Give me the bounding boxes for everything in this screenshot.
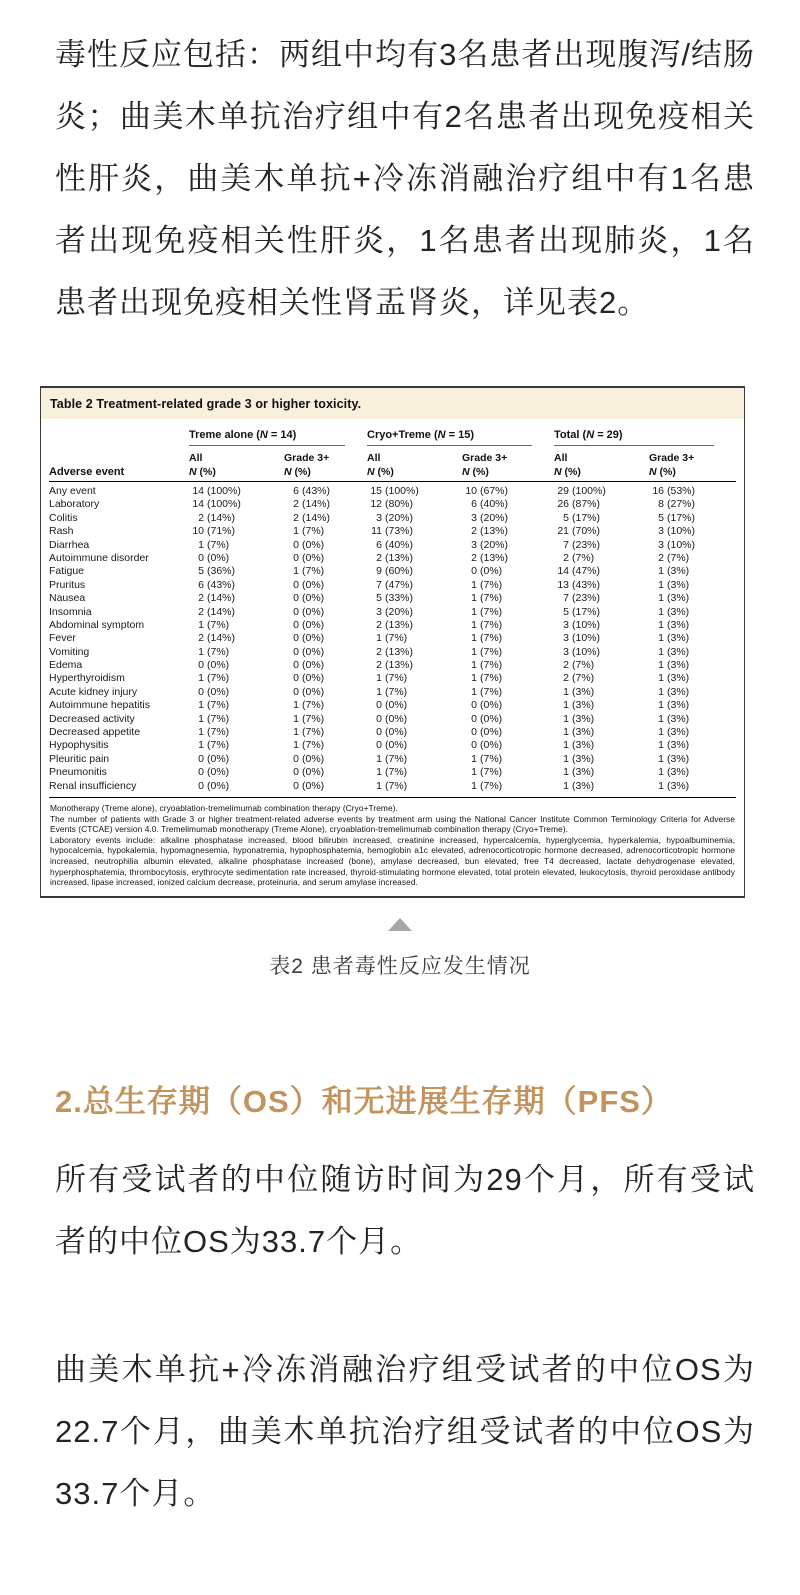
value-cell: 1 (3%) (563, 739, 595, 752)
table-row (49, 713, 736, 726)
value-cell: 1 (7%) (471, 645, 503, 658)
value-cell: 0 (0%) (293, 766, 325, 779)
value-cell: 2 (14%) (293, 511, 331, 524)
footnote-text: Laboratory events include: alkaline phosphatase increased, blood bilirubin increased, creatinine increased, hypercalcemia, hyperglycemia, hyperkalemia, hypoalbuminemia, hypocalcemia, hypokalemia, hypomagnesemia, hyponatremia, hypophosphatemia, hemoglobin a1c elevated, adrenocorticotropic hormone decreased, adrenocorticotropic hormone increased, neutrophilia albumin elevated, alkaline phosphatase increased (bone), amylase decreased, bun elevated, free T4 decreased, lactate dehydrogenase elevated, hyperphosphatemia, thrombocytosis, erythrocyte sedimentation rate increased, thyroid-stimulating hormone elevated, total protein elevated, leukocytosis, thyroid peroxidase antibody increased, lipase increased, ionized calcium decrease, proteinuria, and serum amylase increased. (50, 834, 735, 888)
row-label: Pneumonitis (49, 766, 107, 779)
value-cell: 1 (3%) (658, 659, 690, 672)
value-cell: 26 (87%) (557, 498, 601, 511)
value-cell: 0 (0%) (471, 726, 503, 739)
value-cell: 1 (3%) (658, 739, 690, 752)
stat-label-cell: N (%) (554, 466, 581, 478)
value-cell: 0 (0%) (376, 712, 408, 725)
value-cell: 1 (3%) (563, 779, 595, 792)
table-title-bar (41, 388, 744, 419)
value-cell: 3 (10%) (563, 645, 601, 658)
value-cell: 3 (20%) (471, 511, 509, 524)
value-cell: 1 (7%) (198, 672, 230, 685)
value-cell: 1 (7%) (198, 739, 230, 752)
row-label: Insomnia (49, 605, 92, 618)
row-label: Hyperthyroidism (49, 672, 125, 685)
row-label: Colitis (49, 511, 78, 524)
value-cell: 1 (7%) (198, 618, 230, 631)
row-label: Edema (49, 659, 83, 672)
value-cell: 5 (33%) (376, 592, 414, 605)
table-content (41, 419, 744, 896)
value-cell: 1 (3%) (658, 592, 690, 605)
value-cell: 1 (7%) (293, 565, 325, 578)
value-cell: 1 (3%) (658, 712, 690, 725)
value-cell: 2 (14%) (198, 511, 236, 524)
value-cell: 0 (0%) (293, 551, 325, 564)
os-followup-paragraph: 所有受试者的中位随访时间为29个月，所有受试者的中位OS为33.7个月。 (55, 1161, 755, 1259)
row-label: Fever (49, 632, 76, 645)
value-cell: 0 (0%) (471, 739, 503, 752)
value-cell: 2 (14%) (198, 592, 236, 605)
value-cell: 2 (13%) (376, 645, 414, 658)
row-label: Rash (49, 525, 74, 538)
value-cell: 0 (0%) (293, 685, 325, 698)
table-row (49, 498, 736, 511)
value-cell: 1 (7%) (198, 712, 230, 725)
value-cell: 1 (3%) (658, 618, 690, 631)
value-cell: 2 (13%) (471, 525, 509, 538)
row-label: Laboratory (49, 498, 100, 511)
row-label: Decreased activity (49, 712, 135, 725)
value-cell: 1 (7%) (471, 752, 503, 765)
value-cell: 5 (17%) (658, 511, 696, 524)
value-cell: 1 (7%) (376, 779, 408, 792)
table-row (49, 592, 736, 605)
value-cell: 6 (43%) (293, 485, 331, 497)
value-cell: 1 (7%) (471, 632, 503, 645)
adverse-event-header: Adverse event (49, 466, 125, 478)
value-cell: 15 (100%) (370, 485, 419, 497)
value-cell: 1 (7%) (471, 672, 503, 685)
column-group-cryo-treme: Cryo+Treme (N = 15) (367, 429, 532, 446)
subheader-all: All (189, 452, 203, 464)
value-cell: 1 (7%) (293, 712, 325, 725)
value-cell: 2 (13%) (376, 551, 414, 564)
value-cell: 3 (10%) (563, 632, 601, 645)
value-cell: 1 (3%) (658, 565, 690, 578)
value-cell: 0 (0%) (471, 565, 503, 578)
value-cell: 0 (0%) (471, 712, 503, 725)
table-row (49, 766, 736, 779)
value-cell: 1 (3%) (658, 779, 690, 792)
value-cell: 2 (14%) (293, 498, 331, 511)
table-title: Table 2 Treatment-related grade 3 or higher toxicity. (50, 397, 362, 411)
value-cell: 16 (53%) (652, 485, 696, 497)
triangle-up-icon[interactable] (388, 918, 412, 931)
value-cell: 0 (0%) (293, 659, 325, 672)
stat-label-cell: N (%) (649, 466, 676, 478)
value-cell: 1 (7%) (471, 605, 503, 618)
value-cell: 14 (100%) (192, 485, 241, 497)
subheader-all: All (367, 452, 381, 464)
value-cell: 2 (13%) (471, 551, 509, 564)
value-cell: 13 (43%) (557, 578, 601, 591)
value-cell: 1 (7%) (293, 699, 325, 712)
column-group-total: Total (N = 29) (554, 429, 714, 446)
value-cell: 1 (3%) (563, 726, 595, 739)
value-cell: 0 (0%) (293, 752, 325, 765)
value-cell: 1 (3%) (658, 605, 690, 618)
row-label: Renal insufficiency (49, 779, 137, 792)
value-cell: 1 (3%) (658, 685, 690, 698)
value-cell: 1 (7%) (293, 739, 325, 752)
value-cell: 7 (47%) (376, 578, 414, 591)
value-cell: 1 (3%) (563, 766, 595, 779)
row-label: Diarrhea (49, 538, 90, 551)
value-cell: 1 (3%) (658, 699, 690, 712)
value-cell: 3 (10%) (658, 525, 696, 538)
value-cell: 0 (0%) (198, 752, 230, 765)
value-cell: 0 (0%) (293, 592, 325, 605)
value-cell: 1 (7%) (198, 726, 230, 739)
table-row (49, 606, 736, 619)
table-row (49, 686, 736, 699)
value-cell: 0 (0%) (198, 685, 230, 698)
row-label: Autoimmune disorder (49, 551, 149, 564)
table-row (49, 565, 736, 578)
value-cell: 0 (0%) (293, 605, 325, 618)
subheader-grade3: Grade 3+ (649, 452, 695, 464)
value-cell: 0 (0%) (198, 659, 230, 672)
table-row (49, 579, 736, 592)
subheader-grade3: Grade 3+ (462, 452, 508, 464)
table-header (49, 429, 736, 482)
value-cell: 1 (3%) (658, 672, 690, 685)
subheader-grade3: Grade 3+ (284, 452, 330, 464)
value-cell: 6 (40%) (471, 498, 509, 511)
value-cell: 1 (7%) (471, 578, 503, 591)
row-label: Abdominal symptom (49, 618, 145, 631)
value-cell: 0 (0%) (198, 766, 230, 779)
value-cell: 0 (0%) (293, 645, 325, 658)
value-cell: 7 (23%) (563, 592, 601, 605)
row-label: Any event (49, 485, 96, 497)
value-cell: 1 (7%) (376, 766, 408, 779)
table-row (49, 659, 736, 672)
value-cell: 2 (13%) (376, 659, 414, 672)
value-cell: 1 (3%) (563, 752, 595, 765)
value-cell: 0 (0%) (376, 726, 408, 739)
value-cell: 0 (0%) (293, 578, 325, 591)
value-cell: 1 (7%) (471, 685, 503, 698)
value-cell: 2 (7%) (563, 551, 595, 564)
value-cell: 1 (7%) (198, 699, 230, 712)
value-cell: 3 (20%) (376, 605, 414, 618)
value-cell: 0 (0%) (293, 672, 325, 685)
table-row (49, 699, 736, 712)
stat-label-cell: N (%) (367, 466, 394, 478)
value-cell: 1 (7%) (293, 726, 325, 739)
value-cell: 1 (3%) (658, 726, 690, 739)
table-row (49, 485, 736, 498)
value-cell: 0 (0%) (293, 618, 325, 631)
os-comparison-paragraph: 曲美木单抗+冷冻消融治疗组受试者的中位OS为22.7个月，曲美木单抗治疗组受试者的中位OS为33.7个月。 (55, 1351, 755, 1511)
row-label: Pleuritic pain (49, 752, 110, 765)
value-cell: 1 (3%) (563, 712, 595, 725)
value-cell: 1 (7%) (376, 672, 408, 685)
value-cell: 1 (7%) (376, 632, 408, 645)
value-cell: 12 (80%) (370, 498, 414, 511)
value-cell: 14 (100%) (192, 498, 241, 511)
value-cell: 14 (47%) (557, 565, 601, 578)
value-cell: 1 (3%) (658, 578, 690, 591)
value-cell: 10 (67%) (465, 485, 509, 497)
table-row (49, 552, 736, 565)
value-cell: 6 (40%) (376, 538, 414, 551)
value-cell: 0 (0%) (376, 739, 408, 752)
footnote-text: Monotherapy (Treme alone), cryoablation-tremelimumab combination therapy (Cryo+Treme). (50, 802, 398, 813)
value-cell: 1 (7%) (198, 538, 230, 551)
value-cell: 1 (7%) (471, 618, 503, 631)
value-cell: 2 (7%) (563, 672, 595, 685)
row-label: Decreased appetite (49, 726, 141, 739)
value-cell: 1 (7%) (198, 645, 230, 658)
table-row (49, 739, 736, 752)
figure-controls (0, 918, 800, 936)
value-cell: 0 (0%) (376, 699, 408, 712)
stat-label-cell: N (%) (189, 466, 216, 478)
table-row (49, 525, 736, 538)
value-cell: 1 (3%) (563, 685, 595, 698)
value-cell: 1 (7%) (471, 766, 503, 779)
value-cell: 5 (36%) (198, 565, 236, 578)
value-cell: 1 (3%) (563, 699, 595, 712)
row-label: Pruritus (49, 578, 86, 591)
value-cell: 5 (17%) (563, 511, 601, 524)
stat-label-cell: N (%) (462, 466, 489, 478)
value-cell: 21 (70%) (557, 525, 601, 538)
value-cell: 7 (23%) (563, 538, 601, 551)
value-cell: 0 (0%) (471, 699, 503, 712)
table-row (49, 753, 736, 766)
value-cell: 6 (43%) (198, 578, 236, 591)
value-cell: 8 (27%) (658, 498, 696, 511)
table-row (49, 780, 736, 793)
value-cell: 1 (3%) (658, 645, 690, 658)
value-cell: 1 (3%) (658, 752, 690, 765)
table-row (49, 539, 736, 552)
value-cell: 1 (7%) (293, 525, 325, 538)
table-row (49, 672, 736, 685)
intro-paragraph: 毒性反应包括：两组中均有3名患者出现腹泻/结肠炎；曲美木单抗治疗组中有2名患者出现免疫相关性肝炎，曲美木单抗+冷冻消融治疗组中有1名患者出现免疫相关性肝炎，1名患者出现肺炎，1名患者出现免疫相关性肾盂肾炎，详见表2。 (55, 37, 755, 320)
value-cell: 0 (0%) (293, 779, 325, 792)
table-footnotes (49, 797, 736, 896)
value-cell: 0 (0%) (198, 551, 230, 564)
value-cell: 2 (14%) (198, 632, 236, 645)
value-cell: 0 (0%) (293, 632, 325, 645)
table-row (49, 619, 736, 632)
value-cell: 1 (7%) (471, 659, 503, 672)
value-cell: 3 (20%) (376, 511, 414, 524)
value-cell: 5 (17%) (563, 605, 601, 618)
value-cell: 2 (7%) (563, 659, 595, 672)
footnote-text: The number of patients with Grade 3 or higher treatment-related adverse events by treatment arm using the National Cancer Institute Common Terminology Criteria for Adverse Events (CTCAE) version 4.0. Tremelimumab monotherapy (Treme Alone), cryoablation-tremelimumab combination therapy (Cryo+Treme). (50, 813, 735, 835)
table-body (49, 482, 736, 797)
value-cell: 1 (7%) (376, 685, 408, 698)
value-cell: 3 (10%) (658, 538, 696, 551)
value-cell: 1 (3%) (658, 766, 690, 779)
value-cell: 29 (100%) (557, 485, 606, 497)
table-row (49, 512, 736, 525)
row-label: Nausea (49, 592, 86, 605)
row-label: Vomiting (49, 645, 90, 658)
value-cell: 10 (71%) (192, 525, 236, 538)
table-row (49, 726, 736, 739)
value-cell: 0 (0%) (293, 538, 325, 551)
row-label: Acute kidney injury (49, 685, 138, 698)
table-row (49, 646, 736, 659)
value-cell: 9 (60%) (376, 565, 414, 578)
value-cell: 11 (73%) (371, 525, 414, 538)
value-cell: 1 (7%) (471, 592, 503, 605)
value-cell: 2 (7%) (658, 551, 690, 564)
table-caption: 表2 患者毒性反应发生情况 (269, 954, 531, 978)
value-cell: 3 (10%) (563, 618, 601, 631)
subheader-all: All (554, 452, 568, 464)
value-cell: 0 (0%) (198, 779, 230, 792)
column-group-treme-alone: Treme alone (N = 14) (189, 429, 345, 446)
table-row (49, 632, 736, 645)
section-heading-os-pfs: 2.总生存期（OS）和无进展生存期（PFS） (55, 1083, 673, 1119)
row-label: Hypophysitis (49, 739, 109, 752)
stat-label-cell: N (%) (284, 466, 311, 478)
toxicity-table-figure (40, 386, 745, 898)
value-cell: 1 (3%) (658, 632, 690, 645)
value-cell: 2 (14%) (198, 605, 236, 618)
value-cell: 1 (7%) (376, 752, 408, 765)
value-cell: 3 (20%) (471, 538, 509, 551)
row-label: Autoimmune hepatitis (49, 699, 150, 712)
value-cell: 1 (7%) (471, 779, 503, 792)
row-label: Fatigue (49, 565, 85, 578)
value-cell: 2 (13%) (376, 618, 414, 631)
